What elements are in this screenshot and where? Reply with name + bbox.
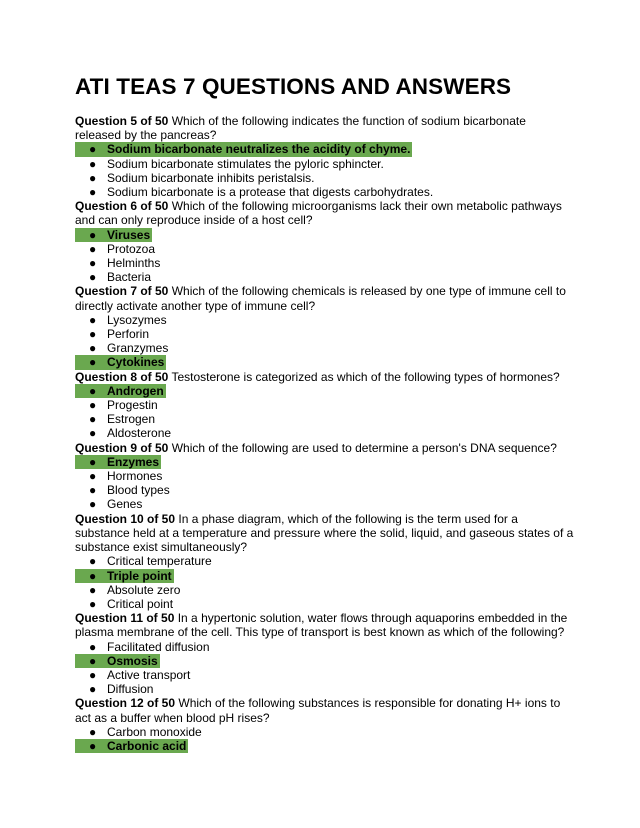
question-number: Question 8 of 50 bbox=[75, 369, 169, 384]
answer-highlight bbox=[75, 455, 161, 469]
bullet-icon: ● bbox=[89, 639, 97, 654]
answer-option bbox=[75, 398, 575, 412]
question-number: Question 10 of 50 bbox=[75, 511, 176, 526]
answer-option bbox=[75, 597, 575, 611]
answer-text: Critical temperature bbox=[107, 554, 212, 569]
question-number: Question 9 of 50 bbox=[75, 440, 169, 455]
bullet-icon: ● bbox=[89, 398, 97, 413]
answer-option bbox=[75, 554, 575, 568]
bullet-icon: ● bbox=[89, 227, 97, 242]
correct-answer-option bbox=[75, 355, 575, 369]
question-text bbox=[75, 512, 575, 555]
answer-text: Carbon monoxide bbox=[107, 724, 202, 739]
answer-text: Osmosis bbox=[107, 653, 158, 668]
answer-option bbox=[75, 242, 575, 256]
bullet-icon: ● bbox=[89, 327, 97, 342]
answer-option bbox=[75, 185, 575, 199]
answer-highlight bbox=[75, 654, 160, 668]
answer-text: Perforin bbox=[107, 327, 150, 342]
bullet-icon: ● bbox=[89, 568, 97, 583]
bullet-icon: ● bbox=[89, 270, 97, 285]
question-text bbox=[75, 370, 575, 384]
question-number: Question 11 of 50 bbox=[75, 611, 175, 626]
answer-text: Lysozymes bbox=[107, 312, 167, 327]
bullet-icon: ● bbox=[89, 483, 97, 498]
question-number: Question 12 of 50 bbox=[75, 696, 176, 711]
bullet-icon: ● bbox=[89, 170, 97, 185]
bullet-icon: ● bbox=[89, 653, 97, 668]
answer-option bbox=[75, 256, 575, 270]
answer-option bbox=[75, 313, 575, 327]
answer-text: Sodium bicarbonate stimulates the pyloric sphincter. bbox=[107, 156, 384, 171]
answer-highlight bbox=[75, 739, 188, 753]
question-text bbox=[75, 611, 575, 639]
answer-text: Critical point bbox=[107, 596, 174, 611]
bullet-icon: ● bbox=[89, 596, 97, 611]
question-body: In a hypertonic solution, water flows through aquaporins embedded in the plasma membrane of the cell. This type of transport is best known as which of the following? bbox=[75, 611, 568, 640]
correct-answer-option bbox=[75, 228, 575, 242]
answer-option bbox=[75, 341, 575, 355]
answer-text: Triple point bbox=[107, 568, 172, 583]
bullet-icon: ● bbox=[89, 469, 97, 484]
answer-text: Active transport bbox=[107, 667, 191, 682]
answer-options bbox=[75, 313, 575, 370]
answer-options bbox=[75, 725, 575, 753]
bullet-icon: ● bbox=[89, 724, 97, 739]
answer-option bbox=[75, 171, 575, 185]
bullet-icon: ● bbox=[89, 256, 97, 271]
answer-option bbox=[75, 157, 575, 171]
bullet-icon: ● bbox=[89, 156, 97, 171]
answer-option bbox=[75, 640, 575, 654]
correct-answer-option bbox=[75, 455, 575, 469]
answer-options bbox=[75, 384, 575, 441]
bullet-icon: ● bbox=[89, 383, 97, 398]
answer-option bbox=[75, 725, 575, 739]
answer-text: Sodium bicarbonate inhibits peristalsis. bbox=[107, 170, 315, 185]
answer-text: Progestin bbox=[107, 398, 158, 413]
answer-options bbox=[75, 142, 575, 199]
answer-text: Protozoa bbox=[107, 241, 156, 256]
answer-option bbox=[75, 682, 575, 696]
bullet-icon: ● bbox=[89, 426, 97, 441]
answer-option bbox=[75, 412, 575, 426]
correct-answer-option bbox=[75, 384, 575, 398]
question-body: Which of the following chemicals is released by one type of immune cell to directly activate another type of immune cell? bbox=[75, 284, 566, 313]
question-text bbox=[75, 199, 575, 227]
answer-option bbox=[75, 497, 575, 511]
answer-text: Carbonic acid bbox=[107, 738, 187, 753]
answer-highlight bbox=[75, 569, 174, 583]
bullet-icon: ● bbox=[89, 142, 97, 157]
question-text bbox=[75, 441, 575, 455]
bullet-icon: ● bbox=[89, 412, 97, 427]
question-text bbox=[75, 696, 575, 724]
answer-text: Sodium bicarbonate is a protease that digests carbohydrates. bbox=[107, 185, 434, 200]
answer-text: Cytokines bbox=[107, 355, 165, 370]
bullet-icon: ● bbox=[89, 554, 97, 569]
question-text bbox=[75, 114, 575, 142]
answer-text: Absolute zero bbox=[107, 582, 181, 597]
answer-option bbox=[75, 327, 575, 341]
question-body: Which of the following indicates the function of sodium bicarbonate released by the pancreas? bbox=[75, 114, 526, 143]
answer-text: Facilitated diffusion bbox=[107, 639, 210, 654]
bullet-icon: ● bbox=[89, 682, 97, 697]
bullet-icon: ● bbox=[89, 185, 97, 200]
answer-text: Enzymes bbox=[107, 454, 160, 469]
question-list bbox=[75, 114, 575, 753]
answer-options bbox=[75, 554, 575, 611]
bullet-icon: ● bbox=[89, 341, 97, 356]
document-title: ATI TEAS 7 QUESTIONS AND ANSWERS bbox=[75, 74, 512, 99]
question-body: Which of the following are used to determine a person's DNA sequence? bbox=[171, 440, 557, 455]
answer-text: Genes bbox=[107, 497, 143, 512]
answer-text: Sodium bicarbonate neutralizes the acidity of chyme. bbox=[107, 142, 411, 157]
correct-answer-option bbox=[75, 142, 575, 156]
answer-text: Granzymes bbox=[107, 341, 169, 356]
correct-answer-option bbox=[75, 654, 575, 668]
answer-text: Blood types bbox=[107, 483, 170, 498]
answer-highlight bbox=[75, 142, 412, 156]
question-text bbox=[75, 284, 575, 312]
answer-options bbox=[75, 455, 575, 512]
answer-option bbox=[75, 426, 575, 440]
answer-option bbox=[75, 270, 575, 284]
question-number: Question 6 of 50 bbox=[75, 199, 169, 214]
answer-text: Diffusion bbox=[107, 682, 154, 697]
bullet-icon: ● bbox=[89, 497, 97, 512]
answer-option bbox=[75, 469, 575, 483]
bullet-icon: ● bbox=[89, 241, 97, 256]
answer-options bbox=[75, 228, 575, 285]
question-body: In a phase diagram, which of the following is the term used for a substance held at a temperature and pressure where the solid, liquid, and gaseous states of a substance exist simultaneously? bbox=[75, 511, 574, 555]
correct-answer-option bbox=[75, 739, 575, 753]
bullet-icon: ● bbox=[89, 667, 97, 682]
bullet-icon: ● bbox=[89, 312, 97, 327]
bullet-icon: ● bbox=[89, 355, 97, 370]
question-number: Question 5 of 50 bbox=[75, 114, 169, 128]
bullet-icon: ● bbox=[89, 582, 97, 597]
answer-highlight bbox=[75, 228, 152, 242]
bullet-icon: ● bbox=[89, 454, 97, 469]
answer-option bbox=[75, 668, 575, 682]
question-body: Which of the following substances is responsible for donating H+ ions to act as a buffer when blood pH rises? bbox=[75, 696, 561, 725]
correct-answer-option bbox=[75, 569, 575, 583]
answer-highlight bbox=[75, 355, 166, 369]
answer-option bbox=[75, 483, 575, 497]
question-body: Testosterone is categorized as which of the following types of hormones? bbox=[171, 369, 560, 384]
question-number: Question 7 of 50 bbox=[75, 284, 169, 299]
answer-text: Estrogen bbox=[107, 412, 156, 427]
answer-options bbox=[75, 640, 575, 697]
answer-text: Hormones bbox=[107, 469, 163, 484]
answer-text: Aldosterone bbox=[107, 426, 172, 441]
answer-option bbox=[75, 583, 575, 597]
answer-text: Androgen bbox=[107, 383, 164, 398]
answer-highlight bbox=[75, 384, 166, 398]
bullet-icon: ● bbox=[89, 738, 97, 753]
answer-text: Helminths bbox=[107, 256, 161, 271]
answer-text: Viruses bbox=[107, 227, 151, 242]
answer-text: Bacteria bbox=[107, 270, 152, 285]
question-body: Which of the following microorganisms lack their own metabolic pathways and can only reproduce inside of a host cell? bbox=[75, 199, 562, 228]
